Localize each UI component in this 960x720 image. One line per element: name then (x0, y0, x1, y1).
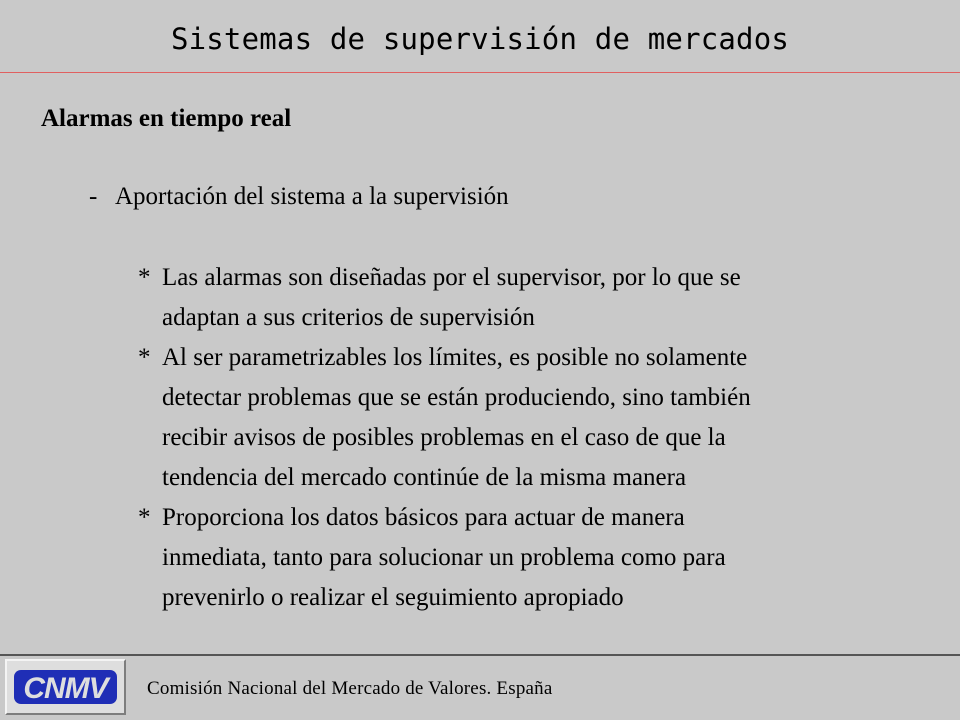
footer-divider (0, 654, 960, 656)
bullet-line: Las alarmas son diseñadas por el supervisor, por lo que se (162, 264, 741, 291)
bullet-line: Al ser parametrizables los límites, es posible no solamente (162, 344, 748, 371)
point-text: Aportación del sistema a la supervisión (115, 183, 509, 210)
bullet-marker: * (138, 504, 151, 531)
bullet-text (162, 498, 726, 618)
bullet-line: Proporciona los datos básicos para actuar de manera (162, 504, 685, 531)
bullet-line: recibir avisos de posibles problemas en el caso de que la (162, 424, 726, 451)
point-dash: - (89, 183, 98, 210)
bullet-marker: * (138, 344, 151, 371)
section-heading: Alarmas en tiempo real (41, 105, 292, 132)
logo-text: CNMV (23, 672, 108, 705)
cnmv-logo (5, 659, 126, 715)
bullet-line: adaptan a sus criterios de supervisión (162, 304, 535, 331)
bullet-line: prevenirlo o realizar el seguimiento apropiado (162, 584, 624, 611)
bullet-line: inmediata, tanto para solucionar un problema como para (162, 544, 726, 571)
bullet-item (138, 258, 938, 338)
bullet-item (138, 498, 938, 618)
bullet-list (138, 258, 938, 618)
title-divider (0, 72, 960, 73)
bullet-marker: * (138, 264, 151, 291)
bullet-text (162, 258, 741, 338)
slide-title: Sistemas de supervisión de mercados (170, 22, 790, 56)
bullet-item (138, 338, 938, 498)
sub-point (89, 183, 509, 211)
bullet-text (162, 338, 751, 498)
bullet-line: tendencia del mercado continúe de la misma manera (162, 464, 687, 491)
footer-organization: Comisión Nacional del Mercado de Valores. España (147, 678, 553, 699)
bullet-line: detectar problemas que se están produciendo, sino también (162, 384, 751, 411)
